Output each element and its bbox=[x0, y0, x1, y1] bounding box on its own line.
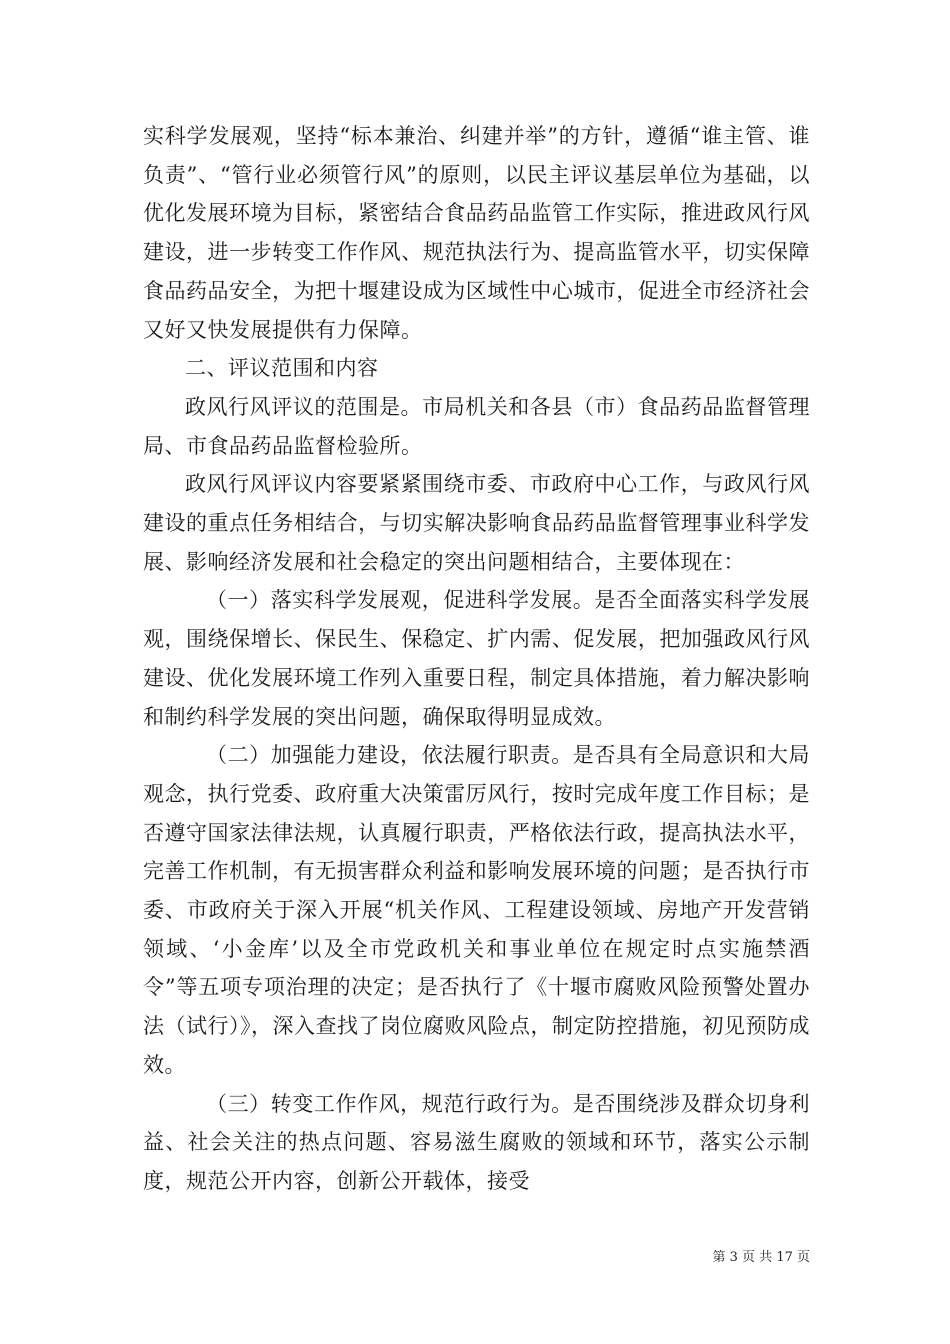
paragraph-item-1: （一）落实科学发展观，促进科学发展。是否全面落实科学发展观，围绕保增长、保民生、保稳定、扩内需、促发展，把加强政风行风建设、优化发展环境工作列入重要日程，制定具体措施，着力解决影响和制约科学发展的突出问题，确保取得明显成效。 bbox=[143, 588, 810, 729]
paragraph-scope: 政风行风评议的范围是。市局机关和各县（市）食品药品监督管理局、市食品药品监督检验所。 bbox=[143, 394, 810, 458]
paragraph-content-intro: 政风行风评议内容要紧紧围绕市委、市政府中心工作，与政风行风建设的重点任务相结合，与切实解决影响食品药品监督管理事业科学发展、影响经济发展和社会稳定的突出问题相结合，主要体现在： bbox=[143, 472, 810, 574]
paragraph-item-3: （三）转变工作作风，规范行政行为。是否围绕涉及群众切身利益、社会关注的热点问题、容易滋生腐败的领域和环节，落实公示制度，规范公开内容，创新公开载体，接受 bbox=[143, 1091, 810, 1193]
document-body bbox=[143, 117, 810, 1201]
page-number-footer: 第 3 页 共 17 页 bbox=[712, 1250, 810, 1265]
section-heading-scope: 二、评议范围和内容 bbox=[185, 356, 379, 381]
paragraph-continuation: 实科学发展观，坚持“标本兼治、纠建并举”的方针，遵循“谁主管、谁负责”、“管行业必须管行风”的原则，以民主评议基层单位为基础，以优化发展环境为目标，紧密结合食品药品监管工作实际，推进政风行风建设，进一步转变工作作风、规范执法行为、提高监管水平，切实保障食品药品安全，为把十堰建设成为区域性中心城市，促进全市经济社会又好又快发展提供有力保障。 bbox=[143, 124, 810, 342]
paragraph-item-2: （二）加强能力建设，依法履行职责。是否具有全局意识和大局观念，执行党委、政府重大决策雷厉风行，按时完成年度工作目标；是否遵守国家法律法规，认真履行职责，严格依法行政，提高执法水平，完善工作机制，有无损害群众利益和影响发展环境的问题；是否执行市委、市政府关于深入开展“机关作风、工程建设领域、房地产开发营销领域、‘小金库’以及全市党政机关和事业单位在规定时点实施禁酒令”等五项专项治理的决定；是否执行了《十堰市腐败风险预警处置办法（试行）》，深入查找了岗位腐败风险点，制定防控措施，初见预防成效。 bbox=[143, 743, 810, 1077]
